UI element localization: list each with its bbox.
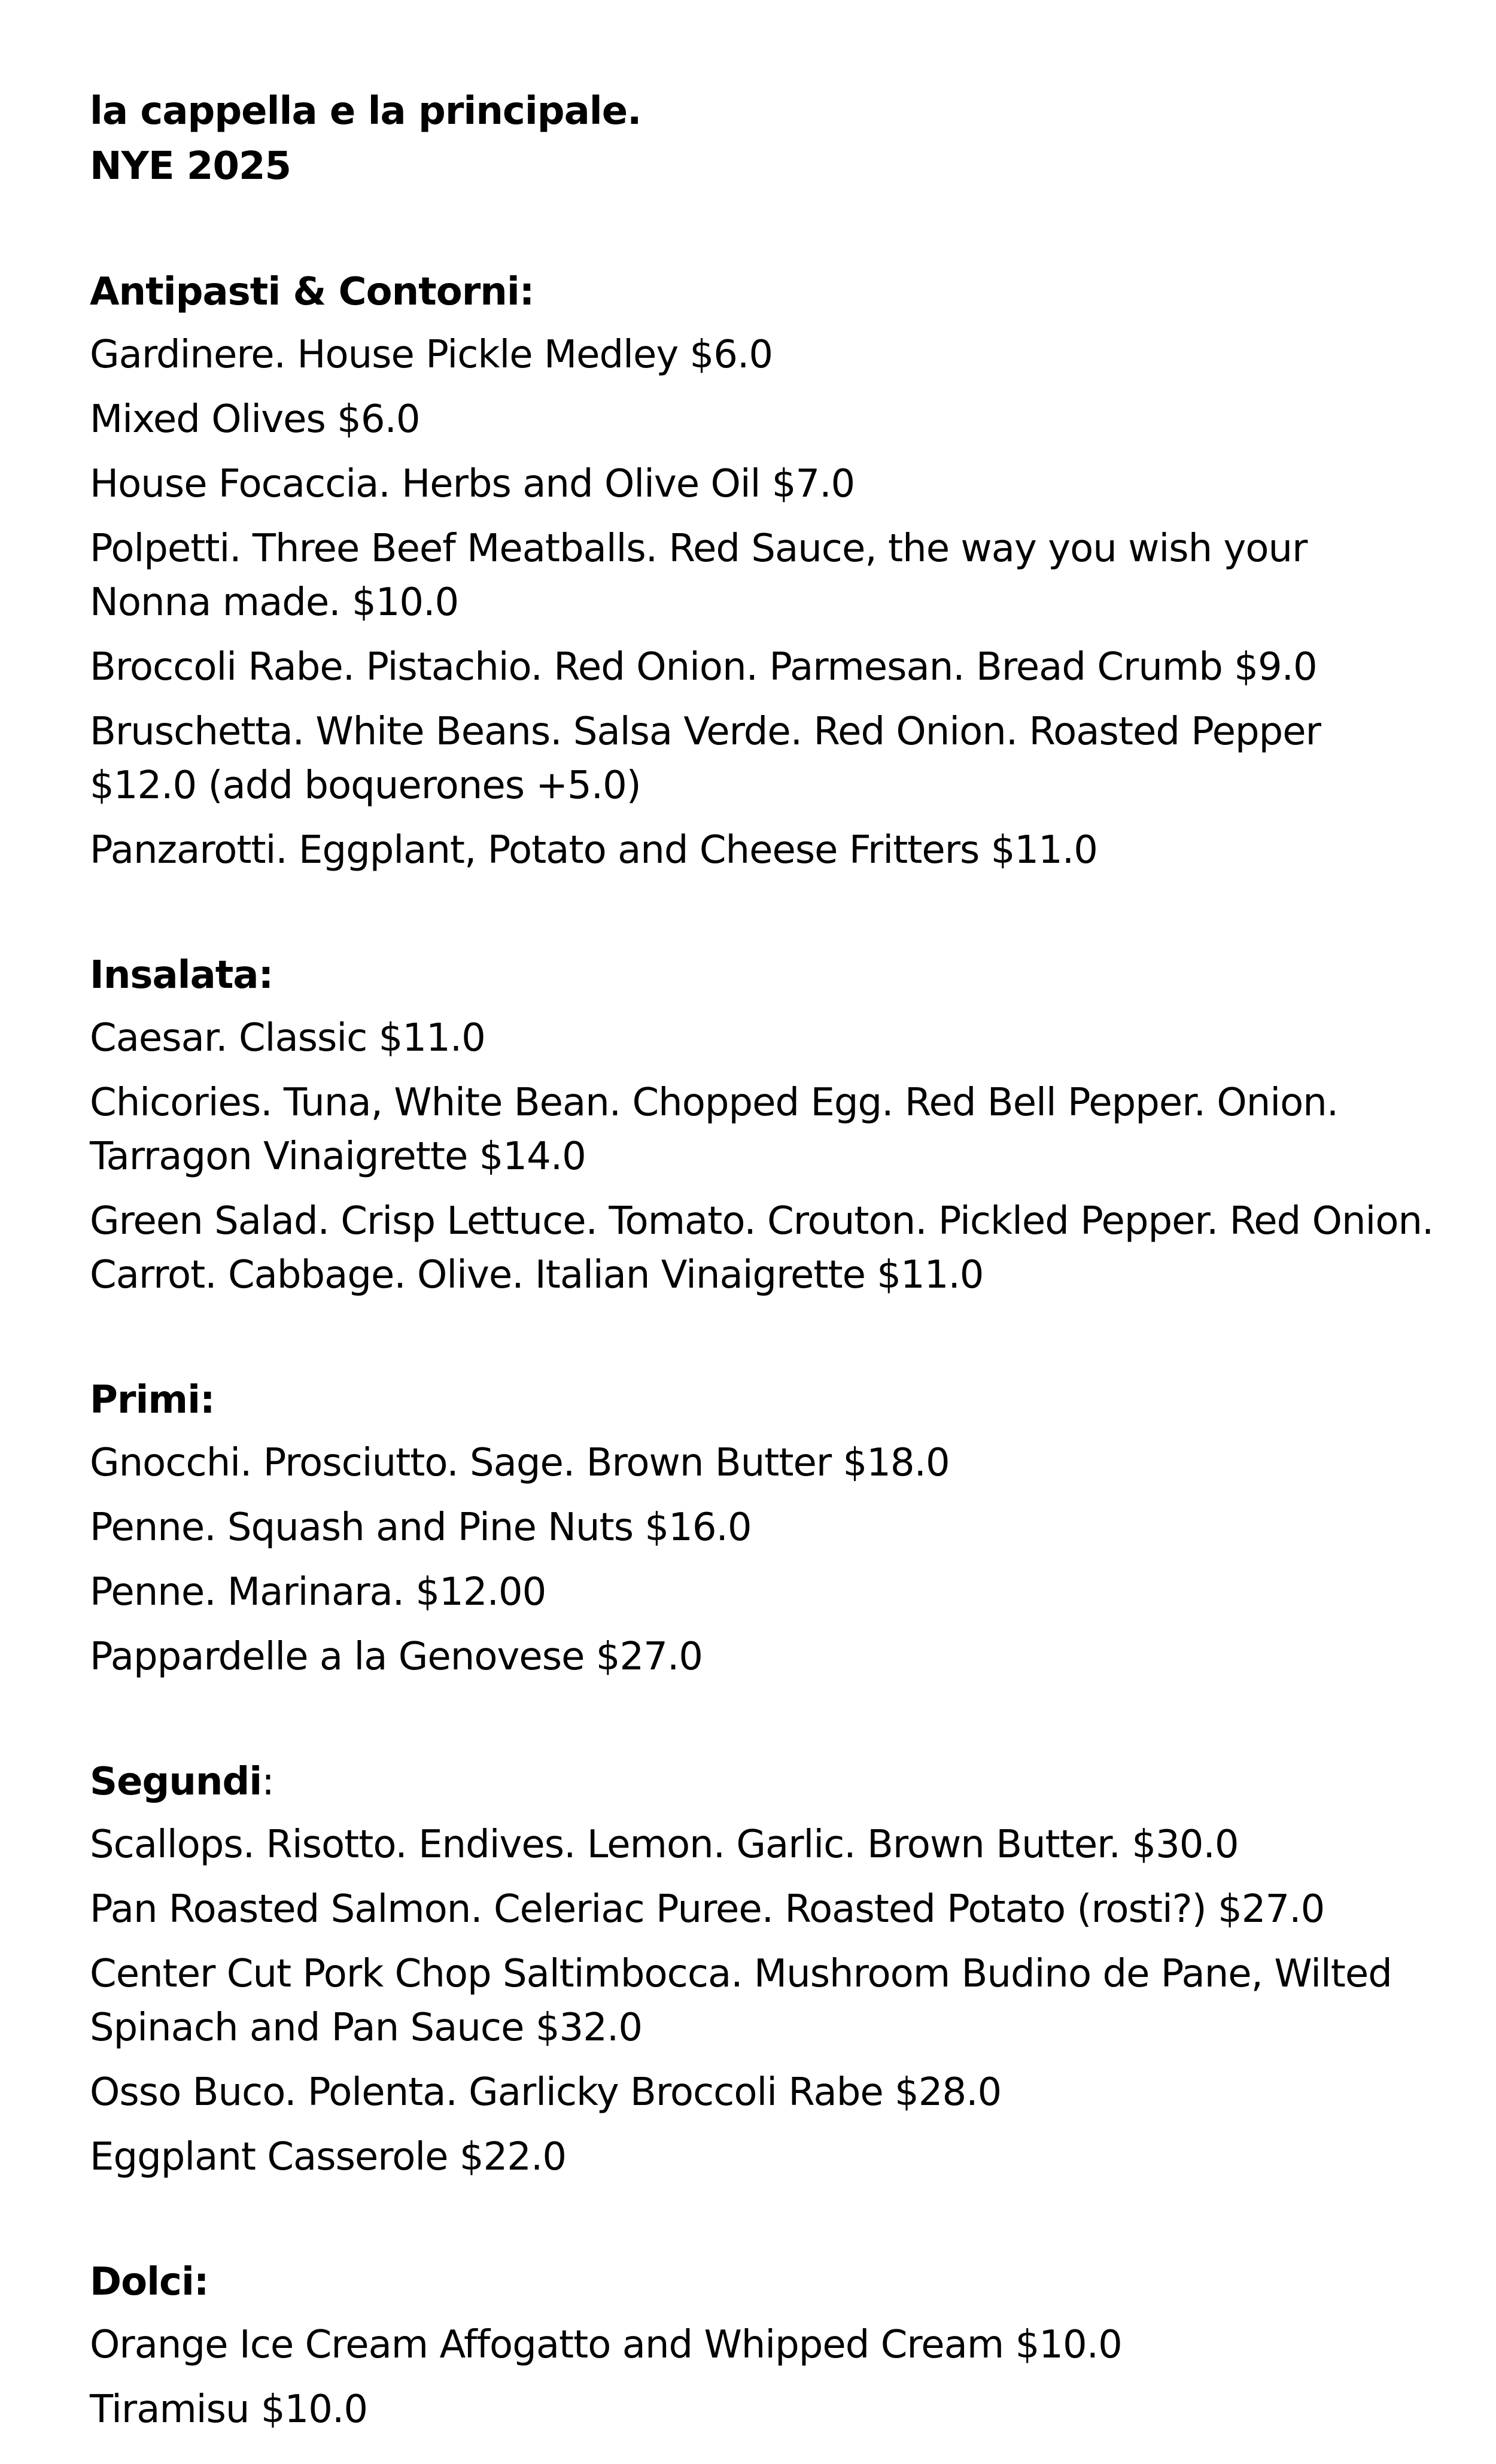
section-heading-text: Insalata	[90, 953, 259, 997]
section-heading-text: Segundi	[90, 1760, 262, 1804]
menu-item: Pan Roasted Salmon. Celeriac Puree. Roasted Potato (rosti?) $27.0	[90, 1887, 1325, 1931]
menu-item: Gardinere. House Pickle Medley $6.0	[90, 333, 773, 377]
restaurant-name: la cappella e la principale.	[90, 89, 641, 133]
menu-item: Penne. Squash and Pine Nuts $16.0	[90, 1505, 752, 1550]
menu-item: Eggplant Casserole $22.0	[90, 2135, 567, 2179]
menu-item: Center Cut Pork Chop Saltimbocca. Mushroom Budino de Pane, Wilted Spinach and Pan Sauce $32.0	[90, 1952, 1392, 2050]
section-heading-text: Dolci	[90, 2260, 194, 2304]
menu-item: Orange Ice Cream Affogatto and Whipped Cream $10.0	[90, 2323, 1122, 2367]
section-insalata	[90, 948, 1436, 1302]
section-dolci	[90, 2255, 1436, 2436]
section-heading-text: Primi	[90, 1378, 200, 1422]
menu-item: Polpetti. Three Beef Meatballs. Red Sauce, the way you wish your Nonna made. $10.0	[90, 527, 1308, 625]
menu-item: Broccoli Rabe. Pistachio. Red Onion. Parmesan. Bread Crumb $9.0	[90, 645, 1317, 689]
section-heading: Segundi:	[90, 1760, 274, 1804]
menu-item: Green Salad. Crisp Lettuce. Tomato. Crouton. Pickled Pepper. Red Onion. Carrot. Cabbage. Olive. Italian Vinaigrette $11.0	[90, 1199, 1434, 1297]
section-heading: Insalata:	[90, 953, 273, 997]
section-antipasti	[90, 264, 1436, 877]
menu-item: Caesar. Classic $11.0	[90, 1016, 485, 1060]
menu-item: Bruschetta. White Beans. Salsa Verde. Red Onion. Roasted Pepper $12.0 (add boquerones +5.0)	[90, 710, 1321, 808]
menu-item: Tiramisu $10.0	[90, 2387, 368, 2432]
menu-item: Scallops. Risotto. Endives. Lemon. Garlic. Brown Butter. $30.0	[90, 1823, 1239, 1867]
menu-item: Osso Buco. Polenta. Garlicky Broccoli Rabe $28.0	[90, 2070, 1002, 2115]
section-heading: Dolci:	[90, 2260, 209, 2304]
menu-item: Chicories. Tuna, White Bean. Chopped Egg. Red Bell Pepper. Onion. Tarragon Vinaigrette $14.0	[90, 1081, 1339, 1179]
section-heading: Primi:	[90, 1378, 215, 1422]
menu-item: Penne. Marinara. $12.00	[90, 1570, 546, 1614]
section-heading: Antipasti & Contorni:	[90, 270, 534, 314]
section-heading-text: Antipasti & Contorni	[90, 270, 519, 314]
menu-item: Gnocchi. Prosciutto. Sage. Brown Butter $18.0	[90, 1441, 950, 1485]
menu-item: House Focaccia. Herbs and Olive Oil $7.0	[90, 462, 855, 506]
menu-item: Panzarotti. Eggplant, Potato and Cheese Fritters $11.0	[90, 828, 1097, 872]
section-segundi	[90, 1754, 1436, 2184]
menu-item: Pappardelle a la Genovese $27.0	[90, 1635, 703, 1679]
section-primi	[90, 1373, 1436, 1684]
event-title: NYE 2025	[90, 144, 291, 188]
menu-page	[90, 84, 1436, 2447]
menu-item: Mixed Olives $6.0	[90, 397, 420, 442]
